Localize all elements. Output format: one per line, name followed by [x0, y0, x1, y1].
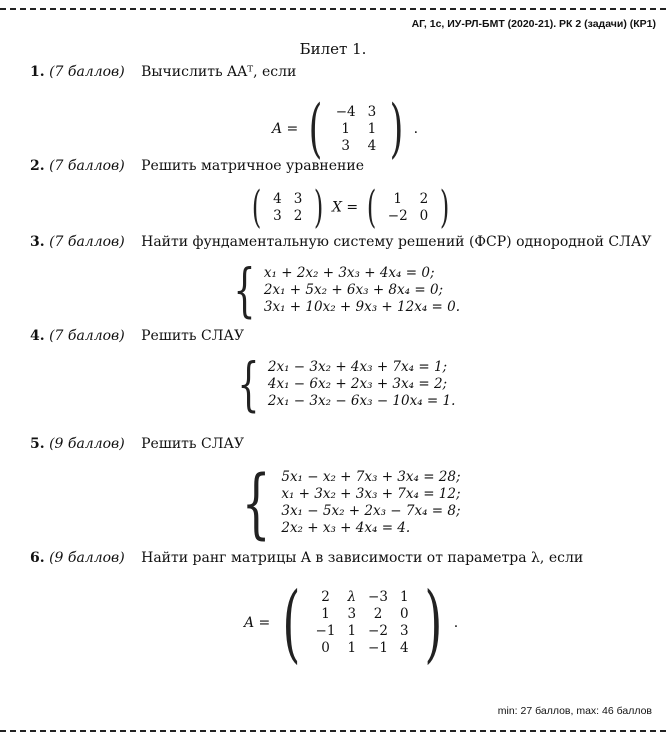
problem-2: 2. (7 баллов) Решить матричное уравнение — [30, 158, 364, 174]
score-footer: min: 27 баллов, max: 46 баллов — [497, 705, 652, 717]
matrix-equation: ( 4 3 3 2 ) X = ( 1 2 −2 0 ) — [251, 182, 450, 233]
top-cut-line — [0, 8, 666, 10]
matrix-1: A = ( −4 3 1 1 3 4 ) . — [272, 92, 419, 166]
problem-1 — [30, 64, 296, 80]
problem-points: (7 баллов) — [49, 64, 125, 80]
problem-number: 1. — [30, 64, 45, 80]
problem-text: Вычислить AAᵀ, если — [141, 64, 297, 80]
system-3: { x₁ + 2x₂ + 3x₃ + 4x₄ = 0; 2x₁ + 5x₂ + 6x₃ + 8x₄ = 0; 3x₁ + 10x₂ + 9x₃ + 12x₄ = 0. — [233, 256, 460, 324]
system-5: { 5x₁ − x₂ + 7x₃ + 3x₄ = 28; x₁ + 3x₂ + 3x₃ + 7x₄ = 12; 3x₁ − 5x₂ + 2x₃ − 7x₄ = 8; 2x₂ + x₃ + 4x₄ = 4. — [241, 458, 461, 547]
problem-3: 3. (7 баллов) Найти фундаментальную систему решений (ФСР) однородной СЛАУ — [30, 234, 652, 250]
bottom-cut-line — [0, 730, 666, 732]
matrix-6: A = ( 2 λ −3 1 1 3 2 0 −1 1 −2 3 0 1 −1 4 ) . — [244, 574, 459, 672]
ticket-title: Билет 1. — [299, 40, 367, 58]
page-header: АГ, 1с, ИУ-РЛ-БМТ (2020-21). РК 2 (задачи) (КР1) — [411, 18, 656, 30]
system-4: { 2x₁ − 3x₂ + 4x₃ + 7x₄ = 1; 4x₁ − 6x₂ + 2x₃ + 3x₄ = 2; 2x₁ − 3x₂ − 6x₃ − 10x₄ = 1. — [237, 350, 456, 418]
matrix-lhs: A = — [272, 121, 299, 137]
problem-4: 4. (7 баллов) Решить СЛАУ — [30, 328, 245, 344]
problem-5: 5. (9 баллов) Решить СЛАУ — [30, 436, 245, 452]
problem-6: 6. (9 баллов) Найти ранг матрицы A в зависимости от параметра λ, если — [30, 550, 584, 566]
